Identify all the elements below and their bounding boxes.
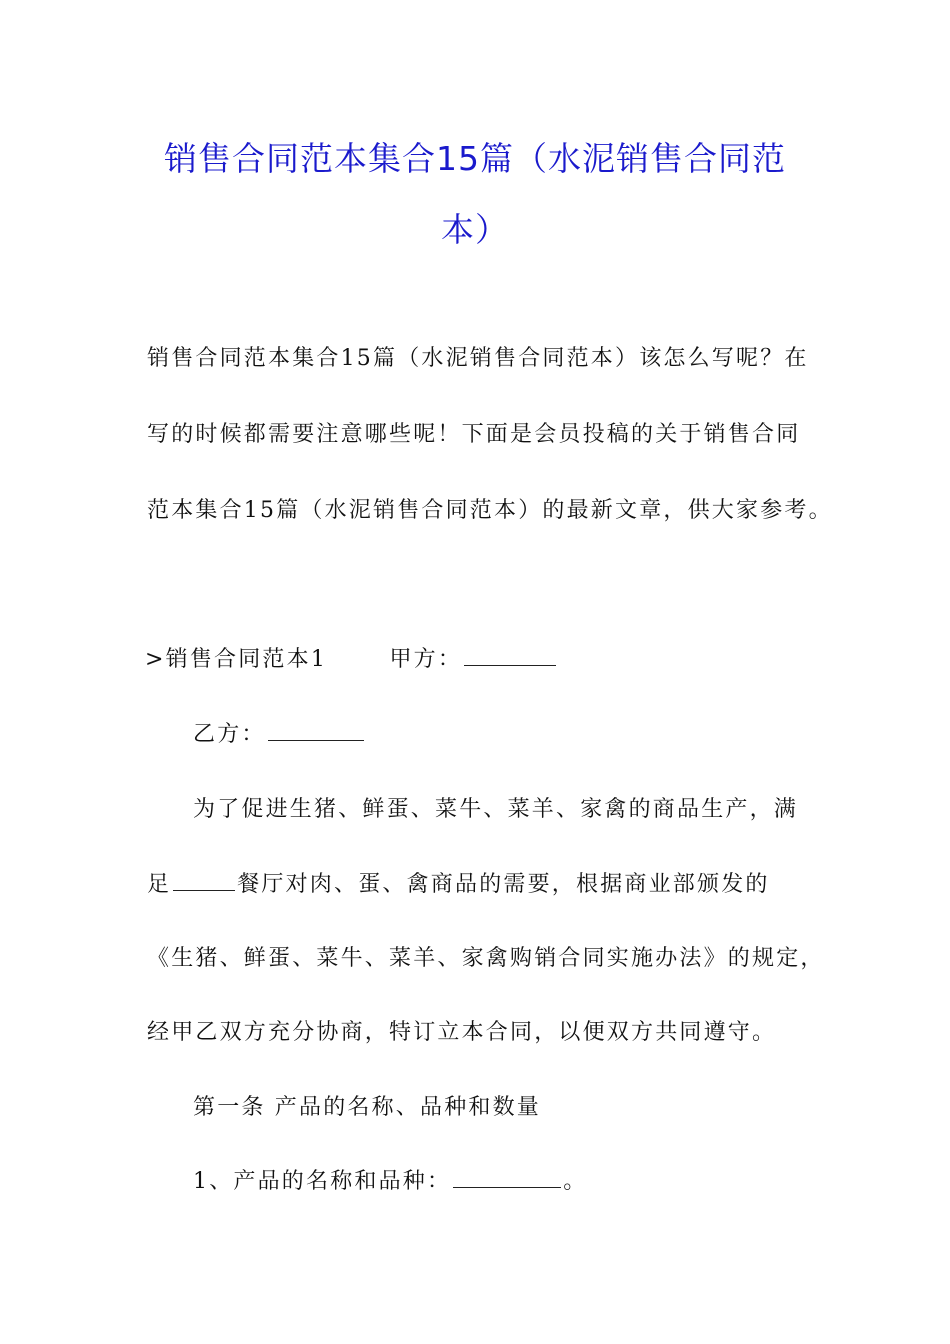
item1-line bbox=[193, 1167, 587, 1197]
party-a-blank bbox=[464, 645, 556, 666]
item1-suffix: 。 bbox=[563, 1169, 588, 1194]
para1-line-4: 经甲乙双方充分协商，特订立本合同，以便双方共同遵守。 bbox=[147, 1020, 777, 1045]
party-b-blank bbox=[268, 720, 364, 741]
party-b-label: 乙方： bbox=[193, 722, 266, 747]
intro-line-1: 销售合同范本集合15篇（水泥销售合同范本）该怎么写呢？在 bbox=[147, 346, 809, 371]
party-b-line bbox=[193, 720, 366, 750]
para1-line-2-prefix: 足 bbox=[147, 872, 172, 897]
document-title-line2: 本） bbox=[441, 210, 509, 249]
para1-line-3: 《生猪、鲜蛋、菜牛、菜羊、家禽购销合同实施办法》的规定， bbox=[147, 946, 825, 971]
intro-line-3: 范本集合15篇（水泥销售合同范本）的最新文章，供大家参考。 bbox=[147, 498, 833, 523]
item1-label: 1、产品的名称和品种： bbox=[193, 1169, 452, 1194]
document-title-line1: 销售合同范本集合15篇（水泥销售合同范 bbox=[164, 139, 786, 178]
para1-line-2 bbox=[147, 870, 770, 900]
section-heading: >销售合同范本1 bbox=[145, 647, 328, 672]
para1-line-1: 为了促进生猪、鲜蛋、菜牛、菜羊、家禽的商品生产，满 bbox=[193, 797, 799, 822]
article1-heading: 第一条 产品的名称、品种和数量 bbox=[193, 1095, 541, 1120]
item1-blank bbox=[453, 1167, 561, 1188]
party-a-label: 甲方： bbox=[389, 647, 463, 672]
section-heading-line bbox=[145, 645, 558, 675]
restaurant-blank bbox=[173, 870, 235, 891]
para1-line-2-suffix: 餐厅对肉、蛋、禽商品的需要，根据商业部颁发的 bbox=[237, 872, 770, 897]
intro-line-2: 写的时候都需要注意哪些呢！下面是会员投稿的关于销售合同 bbox=[147, 422, 801, 447]
